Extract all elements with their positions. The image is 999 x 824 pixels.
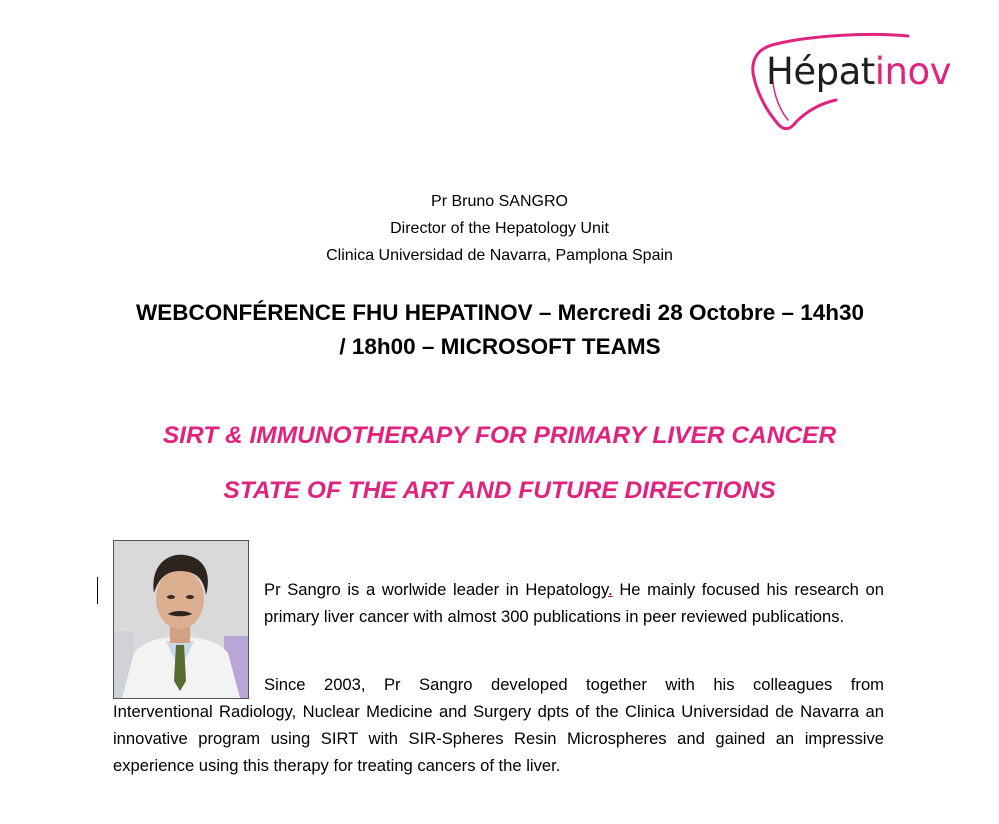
webconference-line1: WEBCONFÉRENCE FHU HEPATINOV – Mercredi 28 Octobre – 14h30	[135, 300, 865, 325]
logo-wordmark-part1: Hépat	[766, 50, 875, 93]
talk-title-line2: STATE OF THE ART AND FUTURE DIRECTIONS	[223, 477, 776, 504]
logo-wordmark-part2: inov	[874, 50, 952, 93]
speaker-photo	[113, 540, 249, 699]
webconference-line2: / 18h00 – MICROSOFT TEAMS	[339, 334, 661, 359]
bio-paragraph-1	[264, 576, 884, 630]
talk-title-line1: SIRT & IMMUNOTHERAPY FOR PRIMARY LIVER CANCER	[162, 422, 837, 449]
speaker-name: Pr Bruno SANGRO	[431, 193, 568, 210]
bio-paragraph-2-line1: Since 2003, Pr Sangro developed together with his colleagues from	[264, 675, 884, 694]
text-cursor	[97, 577, 98, 604]
webconference-heading	[100, 296, 900, 364]
bio-p1-after: He mainly focused his research on primary liver cancer with almost 300 publications in peer reviewed publications.	[264, 580, 884, 626]
bio-p1-mark: .	[608, 580, 613, 599]
logo-wordmark	[766, 50, 951, 93]
bio-p1-before: Pr Sangro is a worlwide leader in Hepatology	[264, 580, 609, 599]
speaker-affiliation: Clinica Universidad de Navarra, Pamplona Spain	[326, 247, 673, 264]
speaker-role: Director of the Hepatology Unit	[390, 220, 609, 237]
bio-paragraph-2-rest: Interventional Radiology, Nuclear Medicine and Surgery dpts of the Clinica Universidad de Navarra an innovative program using SIRT with SIR-Spheres Resin Microspheres and gained an impressive experience using this therapy for treating cancers of the liver.	[113, 702, 884, 775]
hepatinov-logo	[748, 30, 952, 140]
